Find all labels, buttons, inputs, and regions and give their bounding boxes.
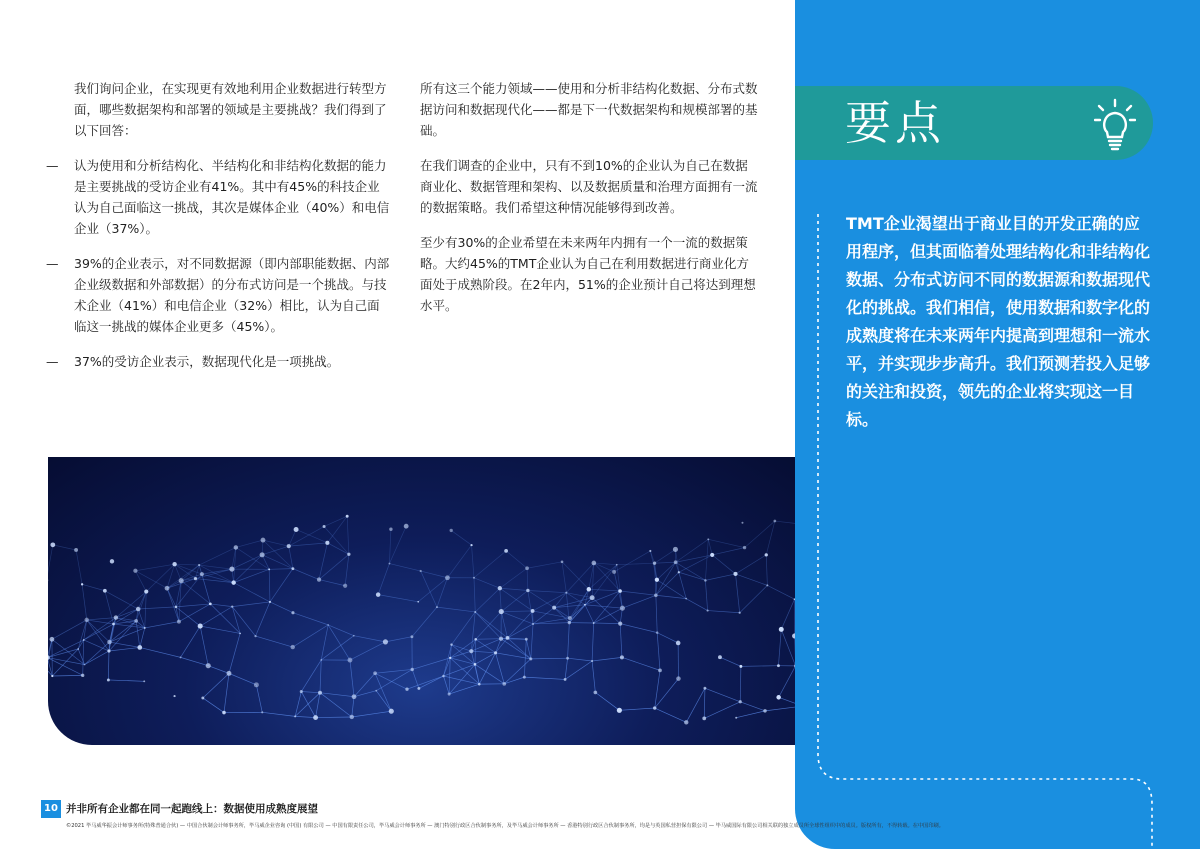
list-item — [46, 155, 390, 239]
bullet-dash: — — [46, 158, 59, 173]
left-column — [46, 78, 390, 386]
lightbulb-icon — [1094, 98, 1136, 152]
bullet-text: 39%的企业表示，对不同数据源（即内部职能数据、内部企业级数据和外部数据）的分布式访问是一个挑战。与技术企业（41%）和电信企业（32%）相比，认为自己面临这一挑战的媒体企业更多（45%）。 — [74, 256, 390, 334]
bullet-text: 认为使用和分析结构化、半结构化和非结构化数据的能力是主要挑战的受访企业有41%。其中有45%的科技企业认为自己面临这一挑战，其次是媒体企业（40%）和电信企业（37%）。 — [74, 158, 390, 236]
panel-title: 要点 — [845, 96, 945, 150]
network-mesh-graphic — [48, 457, 795, 745]
footer-legal-text: ©2021 毕马威华振会计师事务所(特殊普通合伙) — 中国合伙制会计师事务所，毕马威企业咨询 (中国) 有限公司 — 中国有限责任公司，毕马威会计师事务所 — 澳门特别行政区合伙制事务所，及毕马威会计师事务所 — 香港特别行政区合伙制事务所，均是与英国私营担保有限公司 — 毕马威国际有限公司相关联的独立成员所全球性组织中的成员。版权所有，不得转载。在中国印刷。 — [66, 823, 944, 829]
middle-column — [420, 78, 760, 330]
bullet-text: 37%的受访企业表示，数据现代化是一项挑战。 — [74, 354, 340, 369]
panel-summary-text: TMT企业渴望出于商业目的开发正确的应用程序，但其面临着处理结构化和非结构化数据、分布式访问不同的数据源和数据现代化的挑战。我们相信，使用数据和数字化的成熟度将在未来两年内提高到理想和一流水平，并实现步步高升。我们预测若投入足够的关注和投资，领先的企业将实现这一目标。 — [846, 214, 1151, 429]
bullet-dash: — — [46, 354, 59, 369]
network-image — [48, 457, 795, 745]
list-item — [46, 253, 390, 337]
intro-paragraph: 我们询问企业，在实现更有效地利用企业数据进行转型方面，哪些数据架构和部署的领域是主要挑战？我们得到了以下回答： — [74, 81, 387, 138]
footer-title: 并非所有企业都在同一起跑线上：数据使用成熟度展望 — [66, 803, 318, 815]
bullet-dash: — — [46, 256, 59, 271]
paragraph: 在我们调查的企业中，只有不到10%的企业认为自己在数据商业化、数据管理和架构、以及数据质量和治理方面拥有一流的数据策略。我们希望这种情况能够得到改善。 — [420, 158, 758, 215]
paragraph: 至少有30%的企业希望在未来两年内拥有一个一流的数据策略。大约45%的TMT企业认为自己在利用数据进行商业化方面处于成熟阶段。在2年内，51%的企业预计自己将达到理想水平。 — [420, 235, 756, 313]
list-item — [46, 351, 390, 372]
paragraph: 所有这三个能力领域——使用和分析非结构化数据、分布式数据访问和数据现代化——都是下一代数据架构和规模部署的基础。 — [420, 81, 758, 138]
page-number: 10 — [41, 800, 61, 818]
